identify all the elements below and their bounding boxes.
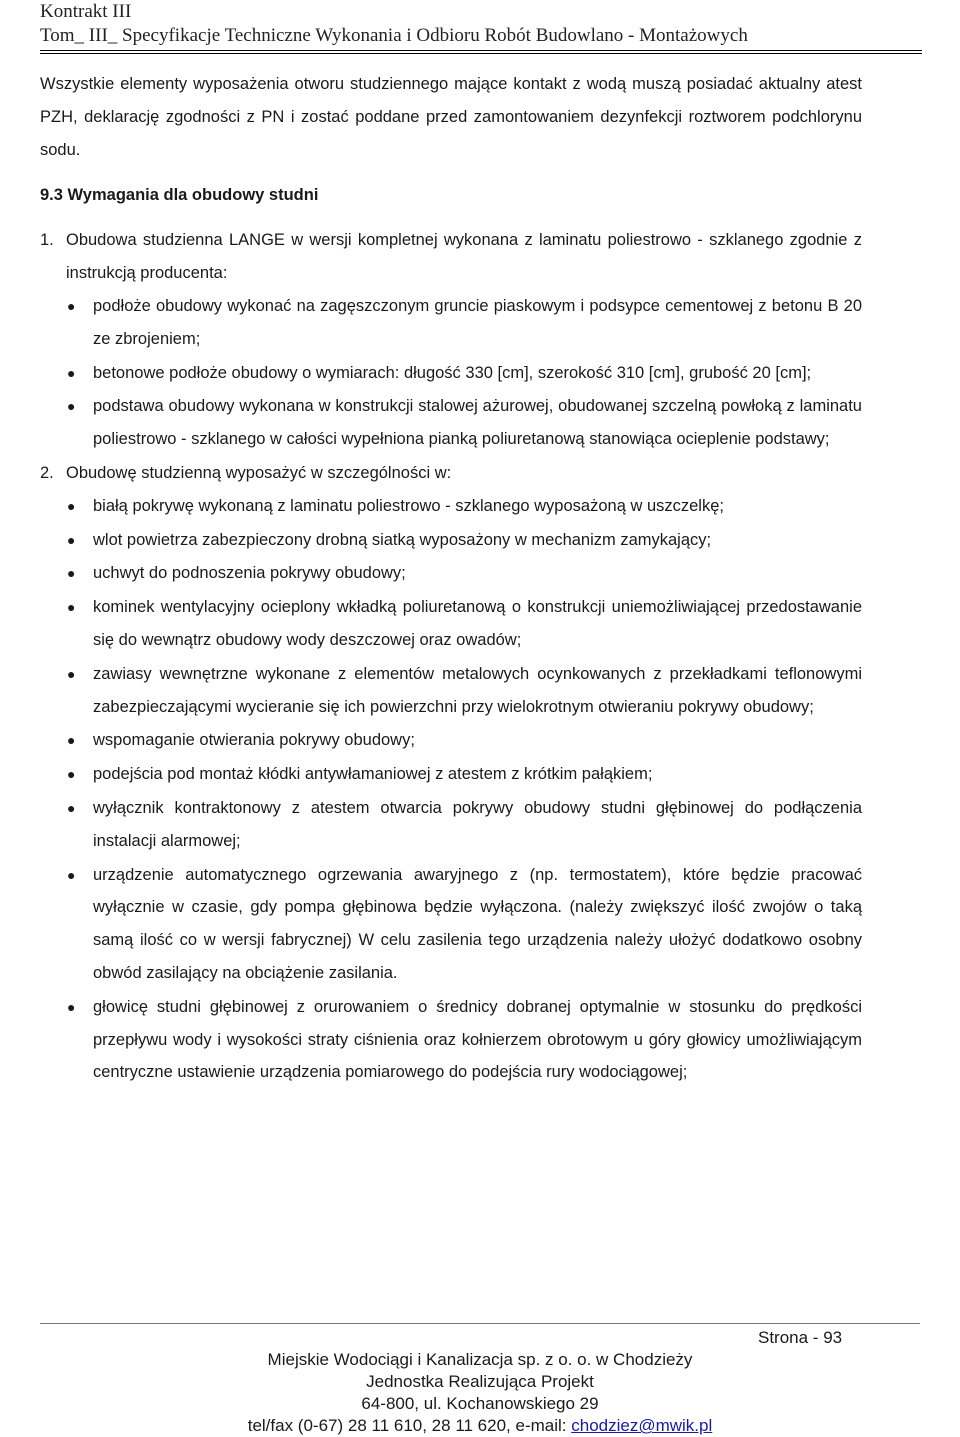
page-number: Strona - 93 bbox=[758, 1328, 843, 1347]
numbered-item-1 bbox=[40, 224, 862, 456]
footer-phone: tel/fax (0-67) 28 11 610, 28 11 620, e-mail: bbox=[247, 1416, 572, 1435]
bullet-icon: ● bbox=[67, 364, 76, 381]
bullet-icon: ● bbox=[67, 866, 76, 883]
list-item: ● kominek wentylacyjny ocieplony wkładką poliuretanową o konstrukcji uniemożliwiającej przedostawanie się do wewnątrz obudowy wody deszczowej oraz owadów; bbox=[66, 591, 862, 657]
bullet-icon: ● bbox=[67, 665, 76, 682]
item-number: 2. bbox=[40, 463, 54, 482]
bullet-icon: ● bbox=[67, 531, 76, 548]
document-body bbox=[40, 68, 862, 1089]
footer-contact bbox=[120, 1415, 840, 1437]
list-item: ● zawiasy wewnętrzne wykonane z elementów metalowych ocynkowanych z przekładkami teflonowymi zabezpieczającymi wycieranie się ich powierzchni przy wielokrotnym otwieraniu pokrywy obudowy; bbox=[66, 658, 862, 724]
footer-unit: Jednostka Realizująca Projekt bbox=[366, 1372, 594, 1391]
list-item: ● wspomaganie otwierania pokrywy obudowy; bbox=[66, 724, 862, 757]
footer-company: Miejskie Wodociągi i Kanalizacja sp. z o. o. w Chodzieży bbox=[267, 1350, 693, 1369]
list-item: ● głowicę studni głębinowej z orurowaniem o średnicy dobranej optymalnie w stosunku do prędkości przepływu wody i wysokości straty ciśnienia oraz kołnierzem obrotowym u góry głowicy umożliwiającym centryczne ustawienie urządzenia pomiarowego do podejścia rury wodociągowej; bbox=[66, 991, 862, 1089]
list-item: ● podejścia pod montaż kłódki antywłamaniowej z atestem z krótkim pałąkiem; bbox=[66, 758, 862, 791]
page-footer bbox=[120, 1349, 840, 1437]
bullet-list bbox=[66, 290, 862, 456]
list-item: ● wlot powietrza zabezpieczony drobną siatką wyposażony w mechanizm zamykający; bbox=[66, 524, 862, 557]
footer-address: 64-800, ul. Kochanowskiego 29 bbox=[361, 1394, 599, 1413]
bullet-icon: ● bbox=[67, 297, 76, 314]
list-item: ● podstawa obudowy wykonana w konstrukcji stalowej ażurowej, obudowanej szczelną powłoką z laminatu poliestrowo - szklanego w całości wypełniona pianką poliuretanową stanowiąca ocieplenie podstawy; bbox=[66, 390, 862, 456]
footer-divider bbox=[40, 1323, 920, 1324]
numbered-item-2 bbox=[40, 457, 862, 1089]
bullet-icon: ● bbox=[67, 799, 76, 816]
list-item: ● betonowe podłoże obudowy o wymiarach: długość 330 [cm], szerokość 310 [cm], grubość 20 [cm]; bbox=[66, 357, 862, 390]
bullet-icon: ● bbox=[67, 497, 76, 514]
section-heading: 9.3 Wymagania dla obudowy studni bbox=[40, 186, 319, 205]
bullet-icon: ● bbox=[67, 766, 76, 783]
header-divider bbox=[40, 50, 922, 54]
page-header bbox=[40, 0, 920, 48]
intro-paragraph: Wszystkie elementy wyposażenia otworu studziennego mające kontakt z wodą muszą posiadać aktualny atest PZH, deklarację zgodności z PN i zostać poddane przed zamontowaniem dezynfekcji roztworem podchlorynu sodu. bbox=[40, 75, 862, 159]
bullet-icon: ● bbox=[67, 398, 76, 415]
bullet-icon: ● bbox=[67, 998, 76, 1015]
list-item: ● urządzenie automatycznego ogrzewania awaryjnego z (np. termostatem), które będzie pracować wyłącznie w czasie, gdy pompa głębinowa będzie wyłączona. (należy zwiększyć ilość zwojów o taką samą ilość co w wersji fabrycznej) W celu zasilenia tego urządzenia należy ułożyć dodatkowo osobny obwód zasilający na obciążenie zasilania. bbox=[66, 859, 862, 990]
item-text: Obudowa studzienna LANGE w wersji kompletnej wykonana z laminatu poliestrowo - szklanego zgodnie z instrukcją producenta: bbox=[66, 231, 862, 283]
item-number: 1. bbox=[40, 231, 54, 250]
bullet-icon: ● bbox=[67, 565, 76, 582]
bullet-icon: ● bbox=[67, 599, 76, 616]
list-item: ● białą pokrywę wykonaną z laminatu poliestrowo - szklanego wyposażoną w uszczelkę; bbox=[66, 490, 862, 523]
item-text: Obudowę studzienną wyposażyć w szczególności w: bbox=[66, 463, 452, 482]
list-item: ● podłoże obudowy wykonać na zagęszczonym gruncie piaskowym i podsypce cementowej z betonu B 20 ze zbrojeniem; bbox=[66, 290, 862, 356]
list-item: ● uchwyt do podnoszenia pokrywy obudowy; bbox=[66, 557, 862, 590]
bullet-list bbox=[66, 490, 862, 1089]
list-item: ● wyłącznik kontraktonowy z atestem otwarcia pokrywy obudowy studni głębinowej do podłączenia instalacji alarmowej; bbox=[66, 792, 862, 858]
header-volume-title: Tom_ III_ Specyfikacje Techniczne Wykonania i Odbioru Robót Budowlano - Montażowych bbox=[40, 25, 748, 46]
header-contract: Kontrakt III bbox=[40, 1, 132, 22]
email-link[interactable]: chodziez@mwik.pl bbox=[571, 1416, 713, 1435]
bullet-icon: ● bbox=[67, 732, 76, 749]
